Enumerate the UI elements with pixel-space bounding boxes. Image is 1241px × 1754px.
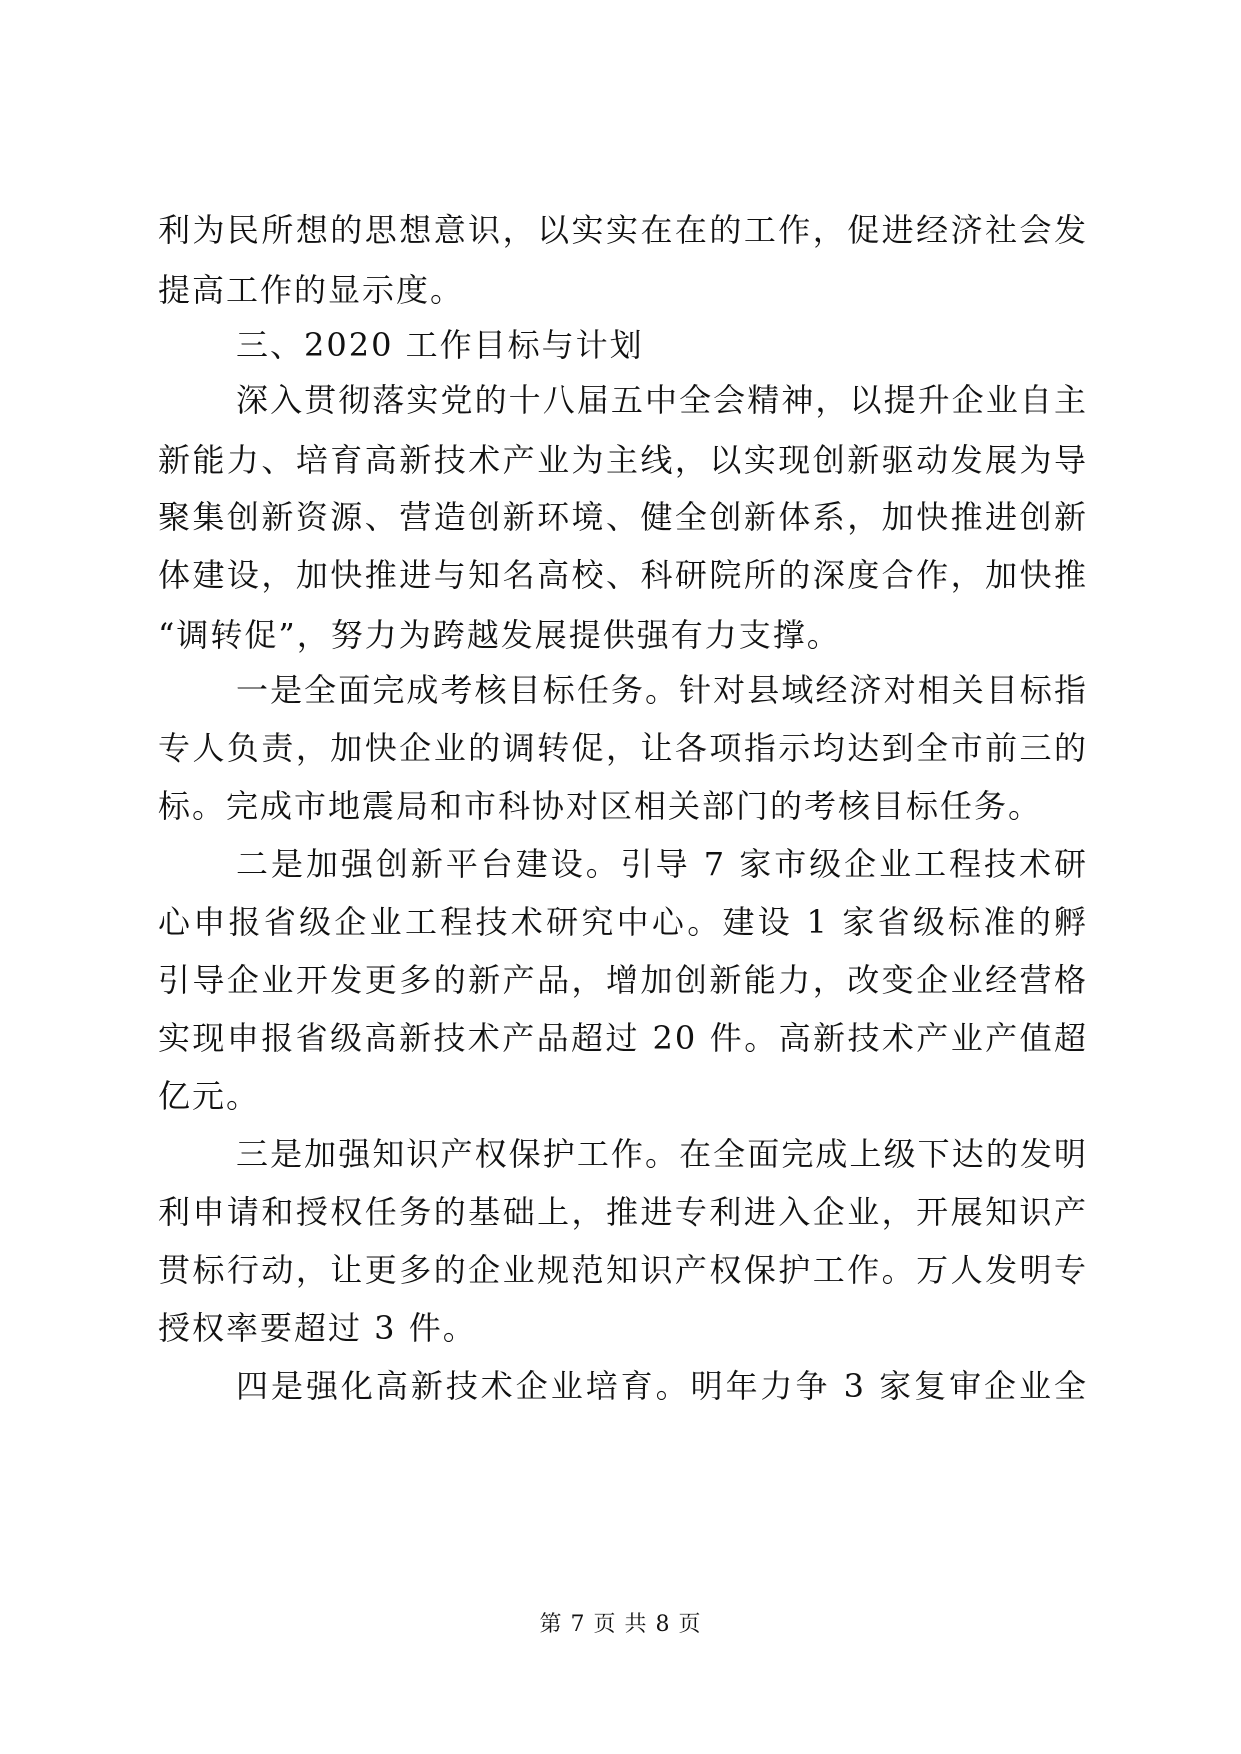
text-line: 亿元。 — [158, 1077, 261, 1115]
text-line: 深入贯彻落实党的十八届五中全会精神，以提升企业自主 — [236, 381, 1088, 419]
section-heading: 三、2020 工作目标与计划 — [236, 326, 644, 364]
page-number-footer: 第 7 页 共 8 页 — [539, 1612, 702, 1637]
text-line: 专人负责，加快企业的调转促，让各项指示均达到全市前三的 — [158, 729, 1088, 767]
text-line: 三是加强知识产权保护工作。在全面完成上级下达的发明 — [236, 1135, 1088, 1173]
text-line: 一是全面完成考核目标任务。针对县域经济对相关目标指 — [236, 671, 1088, 709]
text-line: 标。完成市地震局和市科协对区相关部门的考核目标任务。 — [158, 787, 1043, 825]
text-line: 实现申报省级高新技术产品超过 20 件。高新技术产业产值超 — [158, 1019, 1088, 1057]
text-line: 贯标行动，让更多的企业规范知识产权保护工作。万人发明专 — [158, 1251, 1088, 1289]
text-line: 利申请和授权任务的基础上，推进专利进入企业，开展知识产 — [158, 1193, 1088, 1231]
text-line: 提高工作的显示度。 — [158, 271, 465, 309]
text-line: 引导企业开发更多的新产品，增加创新能力，改变企业经营格 — [158, 961, 1088, 999]
text-line: 体建设，加快推进与知名高校、科研院所的深度合作，加快推 — [158, 556, 1088, 594]
text-line: 二是加强创新平台建设。引导 7 家市级企业工程技术研 — [236, 845, 1088, 883]
text-line: 授权率要超过 3 件。 — [158, 1309, 477, 1347]
text-line: 利为民所想的思想意识，以实实在在的工作，促进经济社会发 — [158, 211, 1088, 249]
text-line: 心申报省级企业工程技术研究中心。建设 1 家省级标准的孵 — [158, 903, 1088, 941]
text-line: 四是强化高新技术企业培育。明年力争 3 家复审企业全 — [236, 1367, 1088, 1405]
text-line: 聚集创新资源、营造创新环境、健全创新体系，加快推进创新 — [158, 498, 1088, 536]
text-line: 新能力、培育高新技术产业为主线，以实现创新驱动发展为导 — [158, 441, 1088, 479]
text-line: “调转促”，努力为跨越发展提供强有力支撑。 — [158, 616, 841, 654]
